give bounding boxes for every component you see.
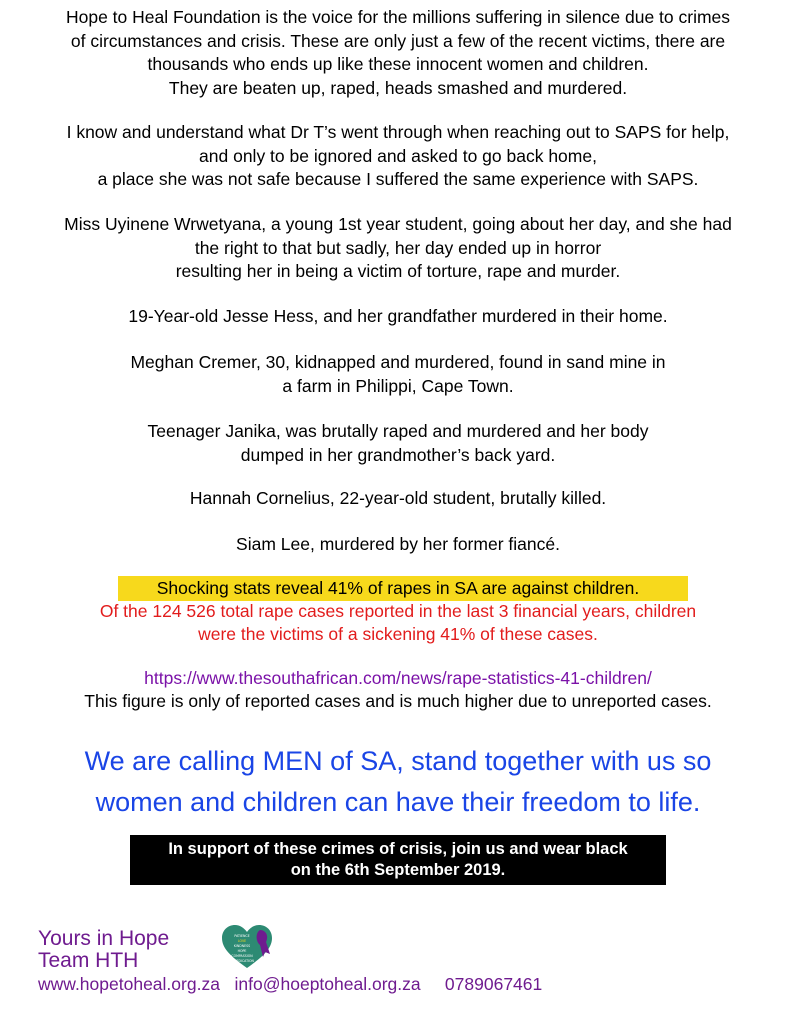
logo-word-text: COMPASSION — [231, 954, 253, 958]
jesse-line: 19-Year-old Jesse Hess, and her grandfather murdered in their home. — [128, 306, 668, 326]
saps-line: I know and understand what Dr T’s went through when reaching out to SAPS for help, — [66, 122, 730, 142]
saps-paragraph — [0, 121, 796, 192]
siam-line: Siam Lee, murdered by her former fiancé. — [236, 534, 560, 554]
support-line: on the 6th September 2019. — [290, 861, 506, 879]
uyinene-line: resulting her in being a victim of torture, rape and murder. — [175, 261, 621, 281]
intro-line: Hope to Heal Foundation is the voice for the millions suffering in silence due to crimes — [65, 7, 731, 27]
siam-paragraph — [0, 533, 796, 557]
meghan-line: Meghan Cremer, 30, kidnapped and murdered, found in sand mine in — [130, 352, 666, 372]
meghan-paragraph — [0, 351, 796, 398]
jesse-paragraph — [0, 305, 796, 329]
stats-red-line: were the victims of a sickening 41% of these cases. — [198, 624, 598, 644]
source-link[interactable]: https://www.thesouthafrican.com/news/rape-statistics-41-children/ — [144, 668, 652, 688]
contact-footer — [38, 974, 542, 995]
stats-note: This figure is only of reported cases and is much higher due to unreported cases. — [84, 691, 712, 711]
website-link[interactable]: www.hopetoheal.org.za — [38, 974, 220, 994]
hannah-paragraph — [0, 487, 796, 511]
intro-line: thousands who ends up like these innocent women and children. — [147, 54, 649, 74]
support-box — [130, 835, 666, 885]
saps-line: a place she was not safe because I suffered the same experience with SAPS. — [97, 169, 699, 189]
meghan-line: a farm in Philippi, Cape Town. — [282, 375, 514, 396]
signature-line: Yours in Hope — [38, 927, 170, 950]
stats-headline: Shocking stats reveal 41% of rapes in SA are against children. — [156, 578, 640, 598]
janika-line: dumped in her grandmother’s back yard. — [240, 444, 556, 465]
janika-paragraph — [0, 420, 796, 467]
intro-line: of circumstances and crisis. These are only just a few of the recent victims, there are — [70, 30, 726, 51]
heart-ribbon-logo — [220, 924, 274, 970]
phone-number[interactable]: 0789067461 — [444, 974, 543, 994]
logo-word-text: PATIENCE — [234, 934, 250, 938]
call-to-action-line: women and children can have their freedom to life. — [95, 787, 701, 817]
logo-word-text: LOVE — [237, 939, 247, 943]
intro-paragraph — [0, 6, 796, 100]
call-to-action-line: We are calling MEN of SA, stand together with us so — [84, 746, 712, 776]
logo-word-text: HOPE — [237, 949, 247, 953]
uyinene-line: Miss Uyinene Wrwetyana, a young 1st year student, going about her day, and she had — [64, 214, 732, 234]
uyinene-line: the right to that but sadly, her day ended up in horror — [194, 237, 602, 258]
stats-red-line: Of the 124 526 total rape cases reported in the last 3 financial years, children — [99, 601, 697, 621]
hannah-line: Hannah Cornelius, 22-year-old student, brutally killed. — [189, 488, 607, 508]
email-link[interactable]: info@hoeptoheal.org.za — [234, 974, 421, 994]
saps-line: and only to be ignored and asked to go back home, — [199, 145, 597, 166]
signature-line: Team HTH — [38, 949, 139, 972]
janika-line: Teenager Janika, was brutally raped and murdered and her body — [147, 421, 649, 441]
uyinene-paragraph — [0, 213, 796, 284]
logo-word-text: DEDICATION — [234, 959, 254, 963]
intro-line: They are beaten up, raped, heads smashed and murdered. — [168, 77, 628, 98]
support-line: In support of these crimes of crisis, join us and wear black — [168, 840, 628, 858]
logo-word-text: KINDNESS — [233, 944, 251, 948]
